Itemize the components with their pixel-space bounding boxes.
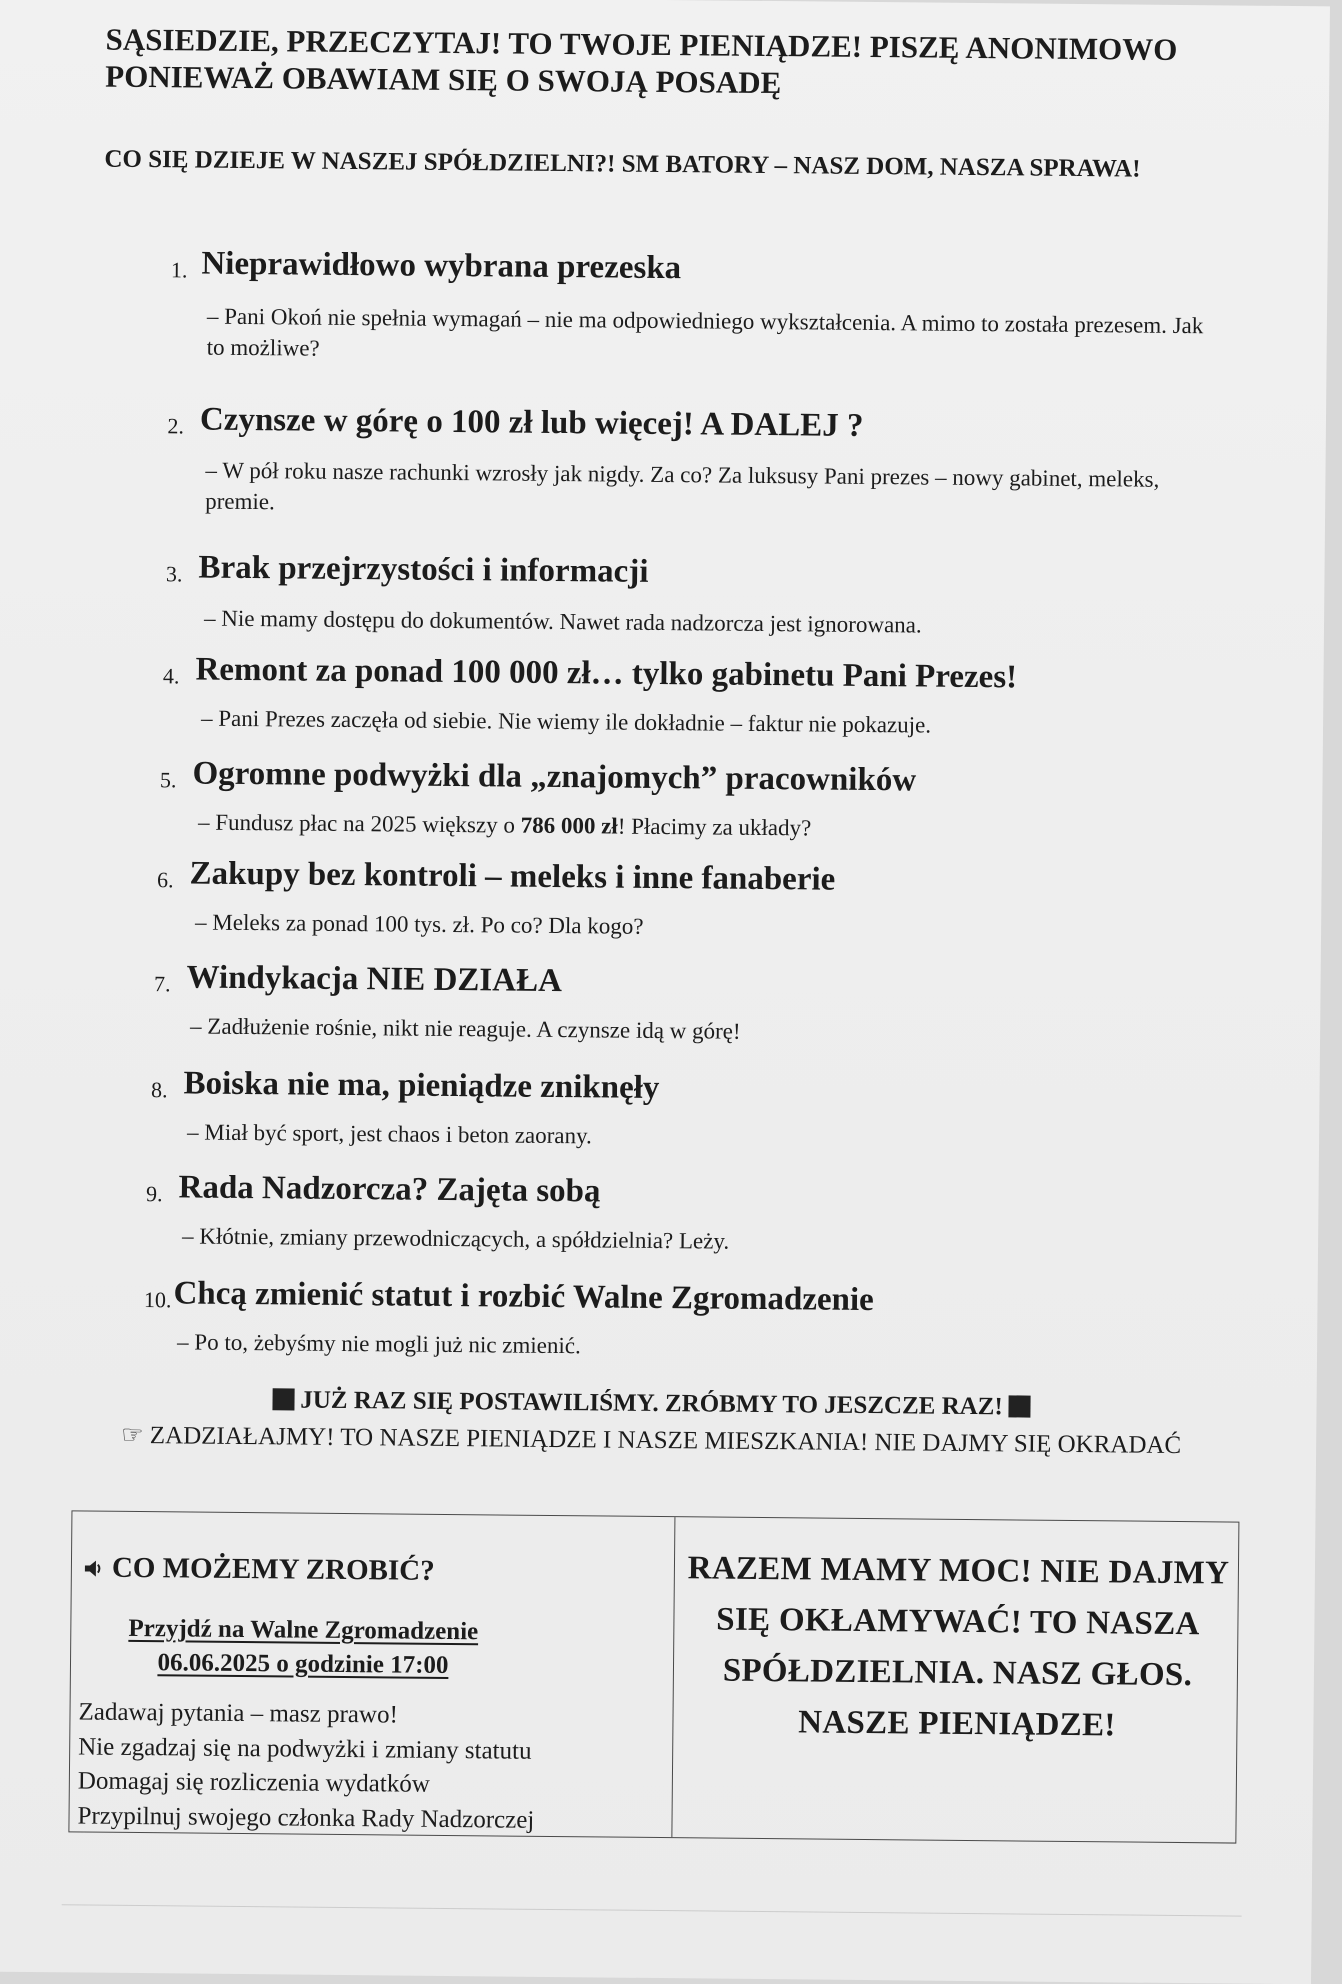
footer-slogan — [76, 1384, 1226, 1423]
meeting-label: Przyjdź na Walne Zgromadzenie — [128, 1614, 479, 1646]
footer-call-text: ZADZIAŁAJMY! TO NASZE PIENIĄDZE I NASZE MIESZKANIA! NIE DAJMY SIĘ OKRADAĆ — [149, 1422, 1182, 1460]
item-description — [198, 808, 1208, 849]
action-box-right — [673, 1517, 1236, 1842]
item-number: 8. — [150, 1077, 168, 1103]
item-description: – Meleks za ponad 100 tys. zł. Po co? Dla kogo? — [195, 909, 644, 939]
item-description: – Zadłużenie rośnie, nikt nie reaguje. A czynsze idą w górę! — [190, 1013, 741, 1044]
item-number: 7. — [153, 971, 171, 997]
item-description: – W pół roku nasze rachunki wzrosły jak nigdy. Za co? Za luksusy Pani prezes – nowy gabinet, meleks, premie. — [205, 457, 1160, 515]
pointing-hand-icon: ☞ — [121, 1421, 144, 1450]
item-number: 2. — [167, 413, 185, 439]
meeting-info — [83, 1611, 524, 1683]
item-number: 9. — [145, 1181, 163, 1207]
item-title: Chcą zmienić statut i rozbić Walne Zgromadzenie — [173, 1275, 874, 1319]
action-box — [68, 1510, 1239, 1843]
footer-call — [76, 1384, 1227, 1463]
item-number: 5. — [159, 767, 177, 793]
item-title: Windykacja NIE DZIAŁA — [186, 959, 563, 1000]
action-list — [77, 1695, 535, 1837]
box-title — [84, 1551, 435, 1587]
item-number: 6. — [156, 867, 174, 893]
header-headline: SĄSIEDZIE, PRZECZYTAJ! TO TWOJE PIENIĄDZE! PISZĘ ANONIMOWO PONIEWAŻ OBAWIAM SIĘ O SWOJĄ POSADĘ — [105, 21, 1178, 101]
action-item: Nie zgadzaj się na podwyżki i zmiany statutu — [78, 1732, 532, 1765]
item-description: – Nie mamy dostępu do dokumentów. Nawet rada nadzorcza jest ignorowana. — [203, 605, 922, 638]
item-title: Ogromne podwyżki dla „znajomych” pracowników — [192, 755, 917, 799]
item-number: 3. — [165, 561, 183, 587]
box-title-text: CO MOŻEMY ZROBIĆ? — [111, 1551, 435, 1587]
item-description-amount: 786 000 zł — [520, 812, 618, 839]
item-title: Remont za ponad 100 000 zł… tylko gabinetu Pani Prezes! — [195, 651, 1018, 696]
item-title: Brak przejrzystości i informacji — [198, 549, 649, 590]
item-title: Nieprawidłowo wybrana prezeska — [201, 245, 682, 287]
item-title: Zakupy bez kontroli – meleks i inne fanaberie — [189, 855, 836, 898]
action-box-left — [69, 1511, 675, 1837]
item-title: Czynsze w górę o 100 zł lub więcej! A DALEJ ? — [199, 401, 864, 444]
item-description: – Pani Prezes zaczęła od siebie. Nie wiemy ile dokładnie – faktur nie pokazuje. — [200, 705, 932, 738]
divider — [62, 1904, 1242, 1916]
closing-slogan: RAZEM MAMY MOC! NIE DAJMY SIĘ OKŁAMYWAĆ! TO NASZA SPÓŁDZIELNIA. NASZ GŁOS. NASZE PIENIĄDZE! — [687, 1550, 1230, 1744]
item-number: 1. — [170, 257, 188, 283]
item-description-text: ! Płacimy za układy? — [617, 813, 812, 841]
square-icon — [1009, 1395, 1031, 1417]
action-item: Zadawaj pytania – masz prawo! — [78, 1698, 398, 1729]
item-description: – Po to, żebyśmy nie mogli już nic zmienić. — [176, 1329, 581, 1359]
footer-slogan-text: JUŻ RAZ SIĘ POSTAWILIŚMY. ZRÓBMY TO JESZCZE RAZ! — [300, 1386, 1003, 1421]
speaker-icon — [84, 1558, 104, 1578]
item-number: 10. — [143, 1287, 172, 1313]
item-number: 4. — [162, 663, 180, 689]
action-item: Domagaj się rozliczenia wydatków — [77, 1767, 430, 1798]
meeting-date: 06.06.2025 o godzinie 17:00 — [157, 1648, 449, 1679]
item-title: Rada Nadzorcza? Zajęta sobą — [178, 1169, 601, 1210]
action-item: Przypilnuj swojego członka Rady Nadzorczej — [77, 1801, 535, 1834]
header-subheadline: CO SIĘ DZIEJE W NASZEJ SPÓŁDZIELNI?! SM BATORY – NASZ DOM, NASZA SPRAWA! — [104, 145, 1141, 183]
item-description: – Pani Okoń nie spełnia wymagań – nie ma odpowiedniego wykształcenia. A mimo to została prezesem. Jak to możliwe? — [206, 303, 1204, 361]
item-description: – Miał być sport, jest chaos i beton zaorany. — [186, 1119, 592, 1149]
item-description-text: – Fundusz płac na 2025 większy o — [197, 809, 521, 838]
item-description: – Kłótnie, zmiany przewodniczących, a spółdzielnia? Leży. — [181, 1223, 730, 1254]
square-icon — [272, 1388, 294, 1410]
item-title: Boiska nie ma, pieniądze zniknęły — [183, 1065, 660, 1106]
footer-call-to-action — [76, 1418, 1226, 1463]
